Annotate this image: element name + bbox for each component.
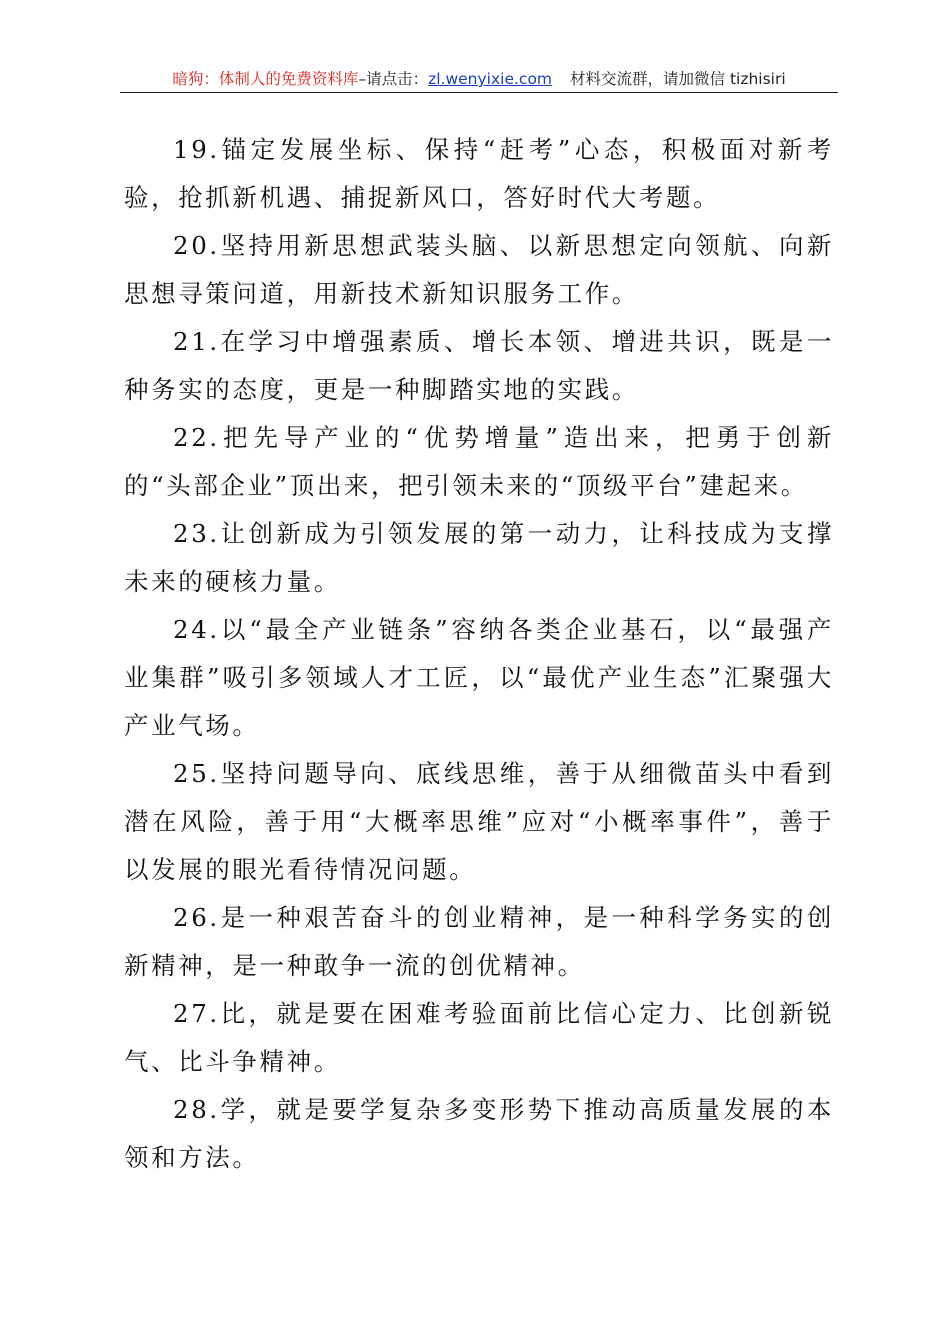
paragraph-20: 20.坚持用新思想武装头脑、以新思想定向领航、向新思想寻策问道，用新技术新知识服务工作。 bbox=[124, 231, 834, 308]
paragraph-24: 24.以“最全产业链条”容纳各类企业基石，以“最强产业集群”吸引多领域人才工匠，以“最优产业生态”汇聚强大产业气场。 bbox=[124, 615, 834, 740]
paragraph-19: 19.锚定发展坐标、保持“赶考”心态，积极面对新考验，抢抓新机遇、捕捉新风口，答好时代大考题。 bbox=[124, 135, 834, 212]
contact-info: 材料交流群，请加微信 tizhisiri bbox=[570, 70, 786, 88]
paragraph-28: 28.学，就是要学复杂多变形势下推动高质量发展的本领和方法。 bbox=[124, 1095, 834, 1172]
paragraph-27: 27.比，就是要在困难考验面前比信心定力、比创新锐气、比斗争精神。 bbox=[124, 999, 834, 1076]
paragraph-25: 25.坚持问题导向、底线思维，善于从细微苗头中看到潜在风险，善于用“大概率思维”应对“小概率事件”，善于以发展的眼光看待情况问题。 bbox=[124, 759, 834, 884]
paragraph-22: 22.把先导产业的“优势增量”造出来，把勇于创新的“头部企业”顶出来，把引领未来的“顶级平台”建起来。 bbox=[124, 423, 834, 500]
page-header bbox=[120, 66, 838, 93]
document-body bbox=[124, 126, 834, 1182]
site-name: 暗狗：体制人的免费资料库 bbox=[172, 70, 359, 88]
click-prompt: –请点击： bbox=[358, 70, 429, 88]
site-link[interactable]: zl.wenyixie.com bbox=[428, 70, 553, 88]
paragraph-23: 23.让创新成为引领发展的第一动力，让科技成为支撑未来的硬核力量。 bbox=[124, 519, 834, 596]
paragraph-26: 26.是一种艰苦奋斗的创业精神，是一种科学务实的创新精神，是一种敢争一流的创优精神。 bbox=[124, 903, 834, 980]
paragraph-21: 21.在学习中增强素质、增长本领、增进共识，既是一种务实的态度，更是一种脚踏实地的实践。 bbox=[124, 327, 834, 404]
